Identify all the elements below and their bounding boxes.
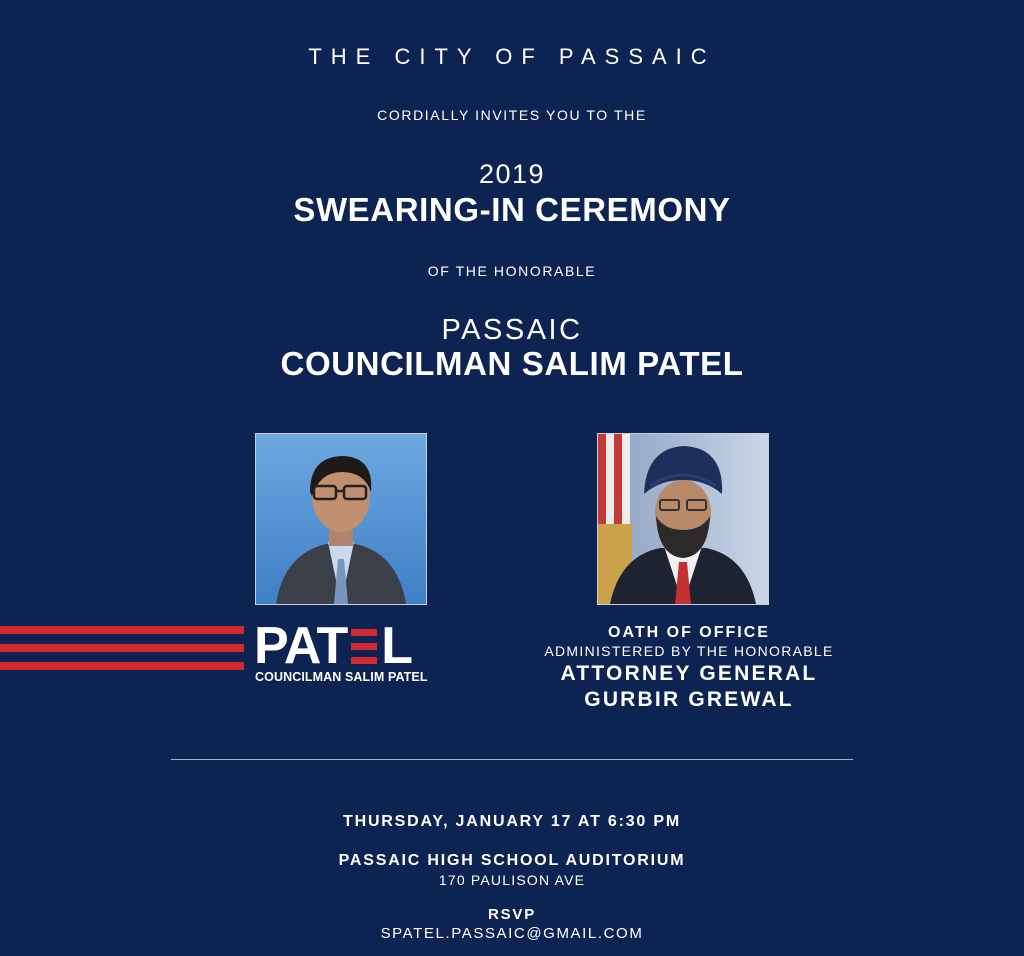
- councilman-photo: [255, 433, 427, 605]
- patel-logo: [254, 617, 413, 675]
- logo-stripes: [0, 626, 244, 670]
- event-address: 170 PAULISON AVE: [438, 872, 586, 888]
- logo-text-end: L: [381, 617, 413, 675]
- honoree-name: COUNCILMAN SALIM PATEL: [280, 345, 744, 382]
- honoree-city: PASSAIC: [441, 314, 583, 346]
- rsvp-label: RSVP: [487, 906, 537, 923]
- logo-text-start: PAT: [254, 617, 348, 675]
- invite-line: CORDIALLY INVITES YOU TO THE: [377, 107, 647, 123]
- divider: [171, 759, 853, 760]
- rsvp-email: SPATEL.PASSAIC@GMAIL.COM: [380, 925, 644, 942]
- oath-name: GURBIR GREWAL: [584, 688, 794, 711]
- event-datetime: THURSDAY, JANUARY 17 AT 6:30 PM: [343, 813, 681, 830]
- logo-e-mark: [347, 620, 381, 672]
- event-title: SWEARING-IN CEREMONY: [293, 191, 731, 228]
- oath-administered-line: ADMINISTERED BY THE HONORABLE: [544, 643, 834, 659]
- oath-title: OATH OF OFFICE: [608, 624, 770, 641]
- city-title: THE CITY OF PASSAIC: [308, 44, 716, 69]
- event-year: 2019: [478, 159, 546, 189]
- event-venue: PASSAIC HIGH SCHOOL AUDITORIUM: [338, 852, 686, 869]
- logo-subtitle: COUNCILMAN SALIM PATEL: [255, 670, 428, 684]
- attorney-general-photo: [597, 433, 769, 605]
- oath-office: ATTORNEY GENERAL: [560, 662, 818, 685]
- of-honorable-line: OF THE HONORABLE: [427, 263, 597, 279]
